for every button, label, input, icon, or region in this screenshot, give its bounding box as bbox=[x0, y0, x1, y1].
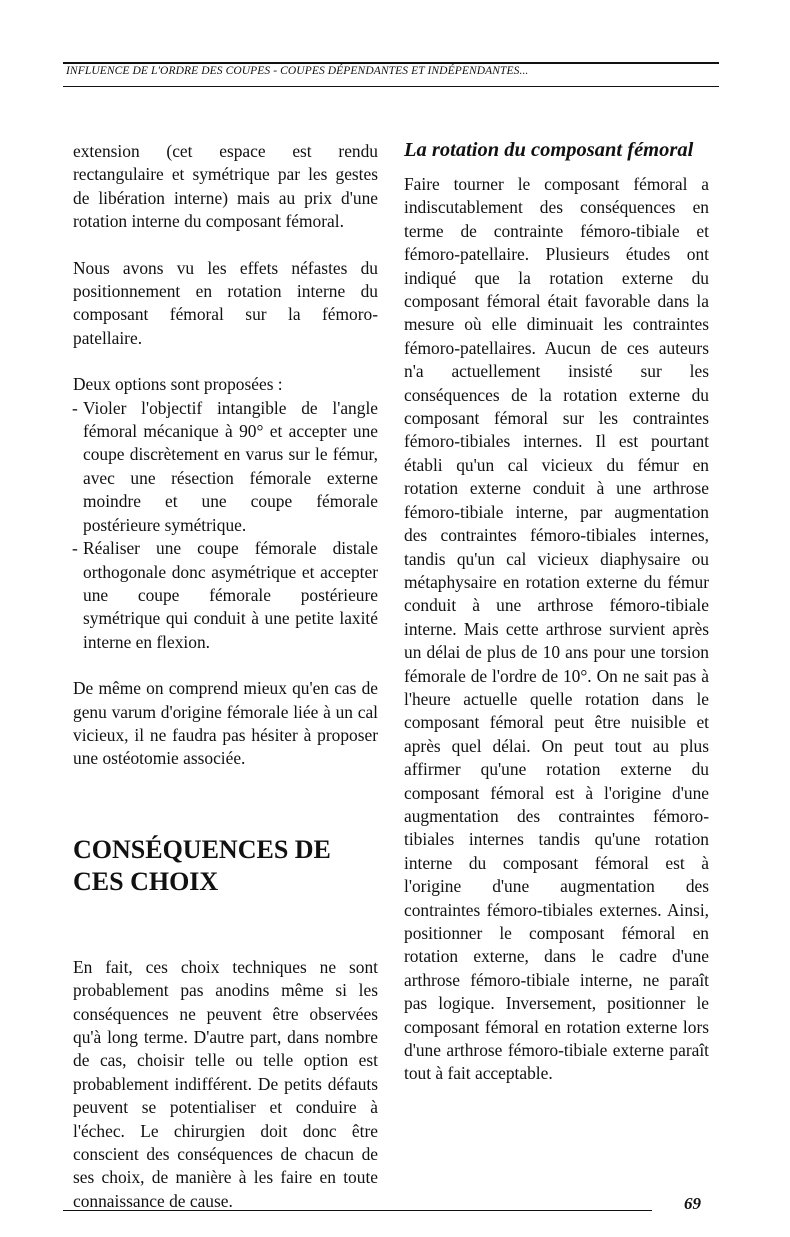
right-paragraph-1: Faire tourner le composant fémoral a indiscutablement des conséquences en terme de contrainte fémoro-tibiale et fémoro-patellaire. Plusieurs études ont indiqué que la rotation externe du composant fémoral était favorable dans la mesure où elle diminuait les contraintes fémoro-patellaires. Aucun de ces auteurs n'a actuellement insisté sur les conséquences de la rotation externe du composant fémoral sur les contraintes fémoro-tibiales internes. Il est pourtant établi qu'un cal vicieux du fémur en rotation externe conduit à une arthrose fémoro-tibiale interne, par augmentation des contraintes fémoro-tibiales internes, tandis qu'un cal vicieux diaphysaire ou métaphysaire en rotation externe du fémur conduit à une arthrose fémoro-tibiale interne. Mais cette arthrose survient après un délai de plus de 10 ans pour une torsion fémorale de l'ordre de 10°. On ne sait pas à l'heure actuelle quelle rotation dans le composant fémoral peut être nuisible et après quel délai. On peut tout au plus affirmer qu'une rotation externe du composant fémoral est à l'origine d'une augmentation des contraintes fémoro-tibiales internes tandis qu'une rotation interne du composant fémoral est à l'origine d'une augmentation des contraintes fémoro-tibiales externes. Ainsi, positionner le composant fémoral en rotation externe, dans le cadre d'une arthrose fémoro-tibiale interne, ne paraît pas logique. Inversement, positionner le composant fémoral en rotation externe lors d'une arthrose fémoro-tibiale externe paraît tout à fait acceptable. bbox=[404, 174, 709, 1084]
list-item: - Violer l'objectif intangible de l'angle fémoral mécanique à 90° et accepter une coupe discrètement en varus sur le fémur, avec une résection fémorale externe moindre et une coupe fémorale postérieure symétrique. bbox=[72, 397, 378, 535]
top-rule bbox=[63, 62, 719, 64]
list-item: - Réaliser une coupe fémorale distale orthogonale donc asymétrique et accepter une coupe fémorale postérieure symétrique qui conduit à une petite laxité interne en flexion. bbox=[72, 538, 378, 652]
section-title bbox=[73, 834, 378, 898]
header-rule bbox=[63, 86, 719, 87]
section-title-line-1: CONSÉQUENCES DE bbox=[73, 834, 331, 864]
left-column bbox=[73, 140, 378, 1236]
left-paragraph-2: Nous avons vu les effets néfastes du positionnement en rotation interne du composant fémoral sur la fémoro-patellaire. bbox=[73, 257, 378, 348]
footer-rule bbox=[63, 1210, 652, 1211]
option-2-text: Réaliser une coupe fémorale distale orthogonale donc asymétrique et accepter une coupe fémorale postérieure symétrique qui conduit à une petite laxité interne en flexion. bbox=[83, 538, 378, 652]
option-1-text: Violer l'objectif intangible de l'angle fémoral mécanique à 90° et accepter une coupe discrètement en varus sur le fémur, avec une résection fémorale externe moindre et une coupe fémorale postérieure symétrique. bbox=[83, 397, 378, 535]
left-paragraph-4: De même on comprend mieux qu'en cas de genu varum d'origine fémorale liée à un cal vicieux, il ne faudra pas hésiter à proposer une ostéotomie associée. bbox=[73, 678, 378, 769]
section-title-line-2: CES CHOIX bbox=[73, 866, 219, 896]
running-header: INFLUENCE DE L'ORDRE DES COUPES - COUPES DÉPENDANTES ET INDÉPENDANTES... bbox=[66, 65, 529, 77]
page-number: 69 bbox=[684, 1194, 701, 1213]
options-list bbox=[73, 397, 378, 654]
options-intro: Deux options sont proposées : bbox=[73, 374, 283, 395]
left-paragraph-5: En fait, ces choix techniques ne sont probablement pas anodins même si les conséquences ne peuvent être observées qu'à long terme. D'autre part, dans nombre de cas, choisir telle ou telle option est probablement indifférent. De petits défauts peuvent se potentialiser et conduire à l'échec. Le chirurgien doit donc être conscient des conséquences de chacun de ses choix, de manière à les faire en toute connaissance de cause. bbox=[73, 956, 378, 1211]
right-column bbox=[404, 137, 709, 1109]
left-paragraph-1: extension (cet espace est rendu rectangulaire et symétrique par les gestes de libération interne) mais au prix d'une rotation interne du composant fémoral. bbox=[73, 141, 378, 232]
subsection-title: La rotation du composant fémoral bbox=[404, 139, 694, 161]
